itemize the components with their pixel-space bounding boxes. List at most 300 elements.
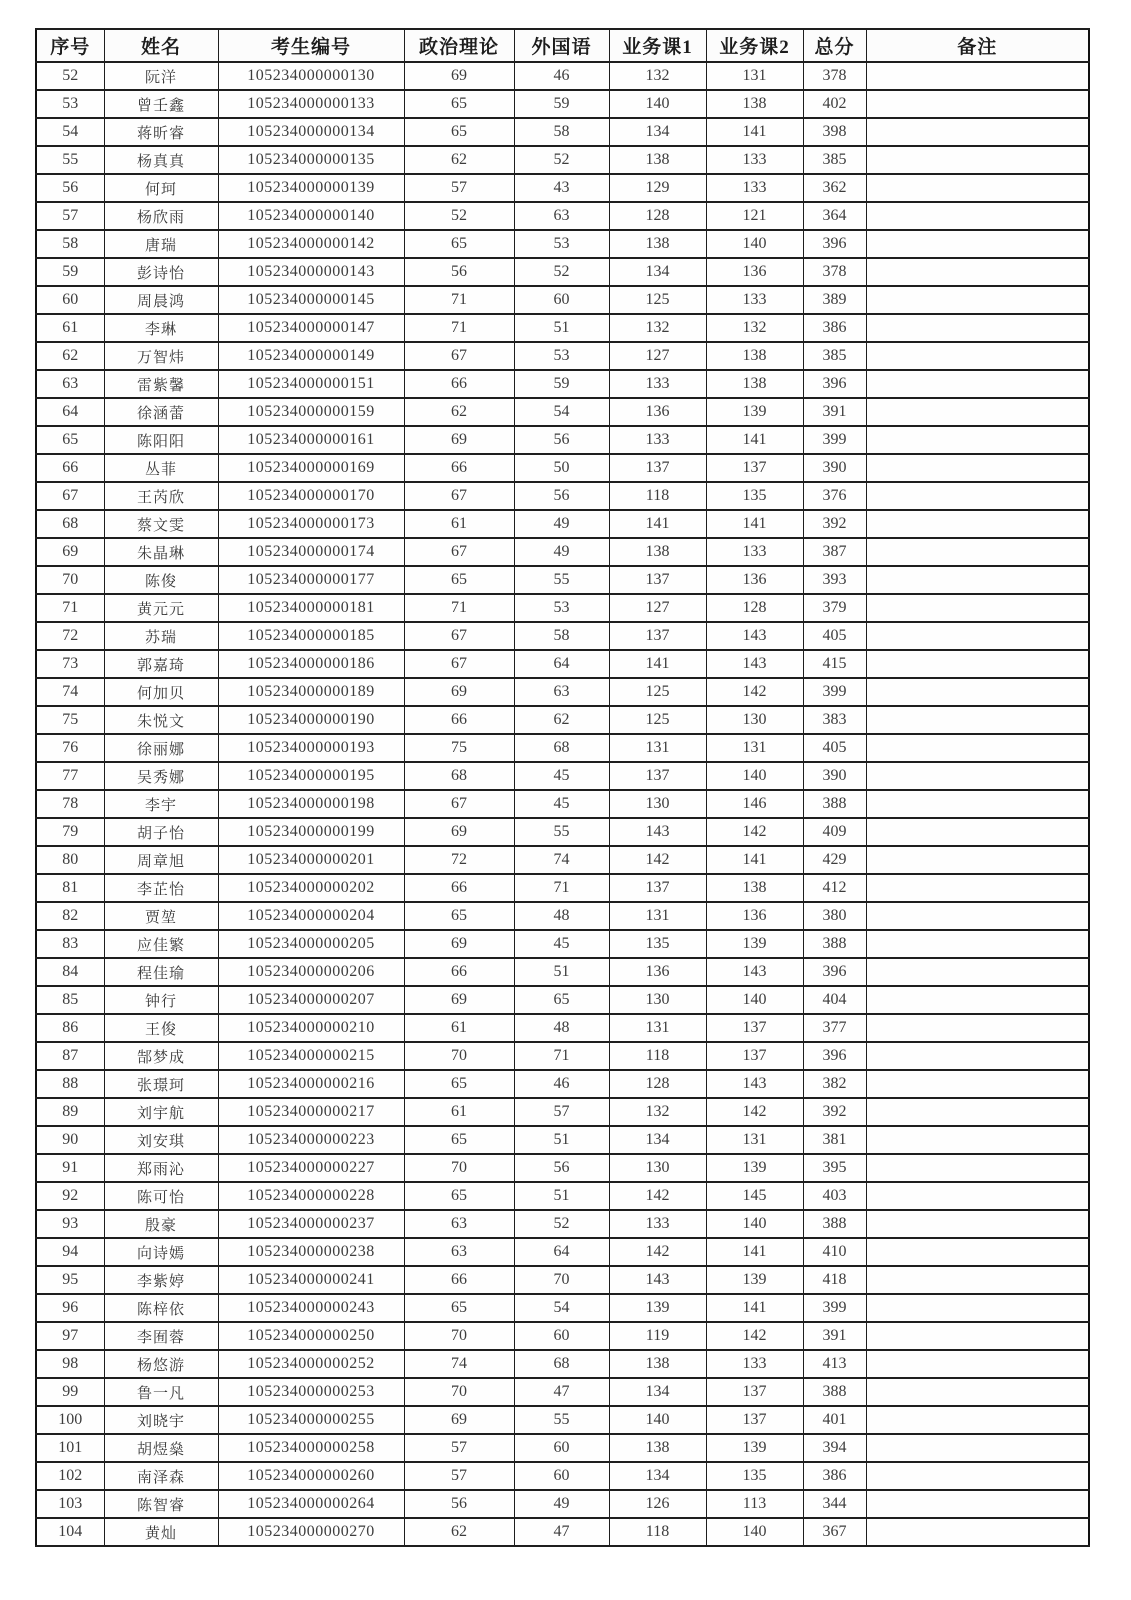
cell-course1: 129 <box>609 174 706 202</box>
cell-foreign-language: 43 <box>514 174 609 202</box>
cell-course2: 140 <box>706 762 803 790</box>
cell-remarks <box>866 1238 1089 1266</box>
table-row <box>36 454 1089 482</box>
table-row <box>36 1042 1089 1070</box>
table-row <box>36 706 1089 734</box>
cell-course1: 135 <box>609 930 706 958</box>
cell-course2: 131 <box>706 734 803 762</box>
cell-course1: 127 <box>609 594 706 622</box>
cell-name: 黄灿 <box>104 1518 218 1546</box>
cell-seq: 67 <box>36 482 104 510</box>
cell-foreign-language: 52 <box>514 1210 609 1238</box>
cell-candidate-id: 105234000000227 <box>218 1154 404 1182</box>
cell-course1: 140 <box>609 1406 706 1434</box>
table-row <box>36 1350 1089 1378</box>
cell-seq: 77 <box>36 762 104 790</box>
column-header-course1: 业务课1 <box>609 29 706 62</box>
cell-remarks <box>866 118 1089 146</box>
cell-course1: 141 <box>609 510 706 538</box>
cell-name: 杨真真 <box>104 146 218 174</box>
cell-seq: 63 <box>36 370 104 398</box>
cell-course1: 125 <box>609 286 706 314</box>
cell-foreign-language: 50 <box>514 454 609 482</box>
table-row <box>36 342 1089 370</box>
cell-name: 陈智睿 <box>104 1490 218 1518</box>
cell-name: 朱晶琳 <box>104 538 218 566</box>
cell-seq: 76 <box>36 734 104 762</box>
column-header-foreign-language: 外国语 <box>514 29 609 62</box>
cell-remarks <box>866 734 1089 762</box>
cell-seq: 73 <box>36 650 104 678</box>
cell-remarks <box>866 538 1089 566</box>
cell-total: 388 <box>803 790 866 818</box>
cell-foreign-language: 63 <box>514 678 609 706</box>
header-row <box>36 29 1089 62</box>
cell-course1: 138 <box>609 1434 706 1462</box>
cell-name: 李芷怡 <box>104 874 218 902</box>
cell-politics: 69 <box>404 818 514 846</box>
cell-course1: 138 <box>609 146 706 174</box>
cell-course2: 133 <box>706 146 803 174</box>
cell-seq: 71 <box>36 594 104 622</box>
table-row <box>36 62 1089 90</box>
table-row <box>36 818 1089 846</box>
cell-foreign-language: 60 <box>514 1434 609 1462</box>
cell-politics: 65 <box>404 1070 514 1098</box>
cell-name: 徐丽娜 <box>104 734 218 762</box>
cell-course1: 132 <box>609 62 706 90</box>
cell-foreign-language: 62 <box>514 706 609 734</box>
cell-candidate-id: 105234000000177 <box>218 566 404 594</box>
cell-total: 388 <box>803 930 866 958</box>
cell-remarks <box>866 902 1089 930</box>
cell-course2: 137 <box>706 454 803 482</box>
cell-course1: 132 <box>609 1098 706 1126</box>
cell-politics: 65 <box>404 1294 514 1322</box>
table-row <box>36 510 1089 538</box>
cell-total: 392 <box>803 1098 866 1126</box>
cell-candidate-id: 105234000000134 <box>218 118 404 146</box>
table-row <box>36 118 1089 146</box>
cell-course2: 139 <box>706 398 803 426</box>
cell-foreign-language: 47 <box>514 1518 609 1546</box>
table-row <box>36 286 1089 314</box>
table-row <box>36 202 1089 230</box>
cell-candidate-id: 105234000000145 <box>218 286 404 314</box>
cell-foreign-language: 53 <box>514 342 609 370</box>
cell-total: 405 <box>803 734 866 762</box>
cell-remarks <box>866 454 1089 482</box>
cell-total: 392 <box>803 510 866 538</box>
cell-remarks <box>866 1406 1089 1434</box>
table-row <box>36 174 1089 202</box>
cell-course2: 143 <box>706 958 803 986</box>
cell-name: 陈可怡 <box>104 1182 218 1210</box>
cell-politics: 66 <box>404 706 514 734</box>
cell-total: 385 <box>803 146 866 174</box>
cell-foreign-language: 55 <box>514 1406 609 1434</box>
cell-candidate-id: 105234000000201 <box>218 846 404 874</box>
table-row <box>36 146 1089 174</box>
cell-foreign-language: 54 <box>514 1294 609 1322</box>
cell-candidate-id: 105234000000228 <box>218 1182 404 1210</box>
cell-course2: 130 <box>706 706 803 734</box>
cell-politics: 56 <box>404 258 514 286</box>
cell-remarks <box>866 1154 1089 1182</box>
cell-name: 蒋昕睿 <box>104 118 218 146</box>
cell-politics: 69 <box>404 426 514 454</box>
cell-seq: 79 <box>36 818 104 846</box>
cell-total: 367 <box>803 1518 866 1546</box>
cell-course1: 137 <box>609 454 706 482</box>
cell-foreign-language: 59 <box>514 370 609 398</box>
cell-course1: 140 <box>609 90 706 118</box>
table-row <box>36 230 1089 258</box>
cell-course2: 141 <box>706 510 803 538</box>
cell-remarks <box>866 90 1089 118</box>
cell-remarks <box>866 1294 1089 1322</box>
cell-total: 391 <box>803 1322 866 1350</box>
cell-seq: 69 <box>36 538 104 566</box>
table-row <box>36 986 1089 1014</box>
cell-seq: 89 <box>36 1098 104 1126</box>
cell-name: 雷紫馨 <box>104 370 218 398</box>
cell-politics: 71 <box>404 314 514 342</box>
cell-remarks <box>866 930 1089 958</box>
cell-politics: 65 <box>404 1126 514 1154</box>
table-row <box>36 790 1089 818</box>
cell-remarks <box>866 426 1089 454</box>
cell-candidate-id: 105234000000204 <box>218 902 404 930</box>
cell-remarks <box>866 174 1089 202</box>
cell-politics: 66 <box>404 1266 514 1294</box>
cell-course1: 131 <box>609 734 706 762</box>
cell-course1: 137 <box>609 566 706 594</box>
cell-total: 404 <box>803 986 866 1014</box>
cell-course2: 141 <box>706 1294 803 1322</box>
cell-name: 蔡文雯 <box>104 510 218 538</box>
cell-foreign-language: 70 <box>514 1266 609 1294</box>
cell-politics: 63 <box>404 1210 514 1238</box>
cell-seq: 58 <box>36 230 104 258</box>
cell-course1: 128 <box>609 202 706 230</box>
cell-seq: 65 <box>36 426 104 454</box>
cell-course1: 127 <box>609 342 706 370</box>
cell-candidate-id: 105234000000130 <box>218 62 404 90</box>
cell-total: 389 <box>803 286 866 314</box>
cell-course2: 142 <box>706 818 803 846</box>
cell-course1: 142 <box>609 1238 706 1266</box>
cell-course1: 143 <box>609 818 706 846</box>
cell-total: 393 <box>803 566 866 594</box>
cell-course1: 133 <box>609 426 706 454</box>
cell-total: 391 <box>803 398 866 426</box>
cell-course1: 119 <box>609 1322 706 1350</box>
table-row <box>36 1238 1089 1266</box>
cell-politics: 65 <box>404 1182 514 1210</box>
table-row <box>36 734 1089 762</box>
cell-remarks <box>866 202 1089 230</box>
cell-seq: 94 <box>36 1238 104 1266</box>
cell-politics: 65 <box>404 230 514 258</box>
table-row <box>36 1490 1089 1518</box>
cell-remarks <box>866 62 1089 90</box>
cell-candidate-id: 105234000000169 <box>218 454 404 482</box>
cell-course1: 134 <box>609 1126 706 1154</box>
cell-total: 364 <box>803 202 866 230</box>
cell-course1: 130 <box>609 1154 706 1182</box>
cell-course1: 133 <box>609 1210 706 1238</box>
cell-foreign-language: 58 <box>514 118 609 146</box>
cell-total: 379 <box>803 594 866 622</box>
cell-candidate-id: 105234000000250 <box>218 1322 404 1350</box>
table-row <box>36 1182 1089 1210</box>
cell-name: 王俊 <box>104 1014 218 1042</box>
cell-seq: 99 <box>36 1378 104 1406</box>
cell-total: 405 <box>803 622 866 650</box>
cell-candidate-id: 105234000000206 <box>218 958 404 986</box>
cell-total: 396 <box>803 1042 866 1070</box>
cell-foreign-language: 56 <box>514 1154 609 1182</box>
cell-remarks <box>866 1126 1089 1154</box>
cell-candidate-id: 105234000000223 <box>218 1126 404 1154</box>
cell-foreign-language: 46 <box>514 1070 609 1098</box>
cell-candidate-id: 105234000000216 <box>218 1070 404 1098</box>
cell-foreign-language: 47 <box>514 1378 609 1406</box>
cell-politics: 65 <box>404 90 514 118</box>
cell-politics: 65 <box>404 118 514 146</box>
cell-course1: 125 <box>609 706 706 734</box>
cell-course2: 139 <box>706 1266 803 1294</box>
cell-total: 399 <box>803 426 866 454</box>
cell-foreign-language: 55 <box>514 566 609 594</box>
cell-politics: 71 <box>404 286 514 314</box>
cell-course1: 134 <box>609 1462 706 1490</box>
cell-course1: 128 <box>609 1070 706 1098</box>
cell-seq: 81 <box>36 874 104 902</box>
cell-course1: 138 <box>609 230 706 258</box>
cell-foreign-language: 55 <box>514 818 609 846</box>
cell-total: 377 <box>803 1014 866 1042</box>
cell-remarks <box>866 762 1089 790</box>
cell-candidate-id: 105234000000207 <box>218 986 404 1014</box>
cell-course1: 125 <box>609 678 706 706</box>
cell-seq: 88 <box>36 1070 104 1098</box>
table-row <box>36 678 1089 706</box>
cell-seq: 53 <box>36 90 104 118</box>
cell-politics: 62 <box>404 146 514 174</box>
cell-total: 402 <box>803 90 866 118</box>
cell-foreign-language: 60 <box>514 1462 609 1490</box>
cell-candidate-id: 105234000000193 <box>218 734 404 762</box>
cell-candidate-id: 105234000000185 <box>218 622 404 650</box>
cell-course1: 131 <box>609 902 706 930</box>
cell-candidate-id: 105234000000186 <box>218 650 404 678</box>
cell-course2: 121 <box>706 202 803 230</box>
cell-seq: 70 <box>36 566 104 594</box>
cell-seq: 93 <box>36 1210 104 1238</box>
cell-remarks <box>866 874 1089 902</box>
cell-name: 郭嘉琦 <box>104 650 218 678</box>
cell-politics: 70 <box>404 1154 514 1182</box>
cell-total: 381 <box>803 1126 866 1154</box>
cell-course2: 143 <box>706 622 803 650</box>
cell-course2: 141 <box>706 118 803 146</box>
cell-remarks <box>866 1434 1089 1462</box>
cell-name: 周章旭 <box>104 846 218 874</box>
cell-remarks <box>866 1070 1089 1098</box>
cell-candidate-id: 105234000000170 <box>218 482 404 510</box>
cell-name: 郑雨沁 <box>104 1154 218 1182</box>
cell-remarks <box>866 314 1089 342</box>
cell-name: 贾堃 <box>104 902 218 930</box>
cell-politics: 67 <box>404 342 514 370</box>
cell-course2: 136 <box>706 902 803 930</box>
cell-seq: 80 <box>36 846 104 874</box>
cell-course2: 138 <box>706 874 803 902</box>
cell-foreign-language: 64 <box>514 1238 609 1266</box>
table-row <box>36 566 1089 594</box>
cell-total: 388 <box>803 1378 866 1406</box>
cell-total: 418 <box>803 1266 866 1294</box>
cell-course1: 118 <box>609 1042 706 1070</box>
cell-foreign-language: 53 <box>514 230 609 258</box>
cell-course2: 137 <box>706 1406 803 1434</box>
table-row <box>36 314 1089 342</box>
cell-candidate-id: 105234000000199 <box>218 818 404 846</box>
cell-politics: 70 <box>404 1378 514 1406</box>
cell-foreign-language: 49 <box>514 1490 609 1518</box>
cell-politics: 66 <box>404 874 514 902</box>
cell-remarks <box>866 286 1089 314</box>
cell-foreign-language: 45 <box>514 930 609 958</box>
cell-course2: 142 <box>706 678 803 706</box>
table-row <box>36 1434 1089 1462</box>
cell-total: 429 <box>803 846 866 874</box>
cell-total: 362 <box>803 174 866 202</box>
cell-name: 郜梦成 <box>104 1042 218 1070</box>
cell-name: 李紫婷 <box>104 1266 218 1294</box>
cell-candidate-id: 105234000000210 <box>218 1014 404 1042</box>
cell-politics: 57 <box>404 1434 514 1462</box>
cell-course1: 137 <box>609 762 706 790</box>
cell-seq: 102 <box>36 1462 104 1490</box>
cell-total: 399 <box>803 678 866 706</box>
cell-course1: 132 <box>609 314 706 342</box>
cell-remarks <box>866 622 1089 650</box>
cell-candidate-id: 105234000000140 <box>218 202 404 230</box>
cell-foreign-language: 49 <box>514 538 609 566</box>
table-body <box>36 62 1089 1546</box>
cell-politics: 66 <box>404 958 514 986</box>
cell-foreign-language: 59 <box>514 90 609 118</box>
table-row <box>36 1518 1089 1546</box>
cell-politics: 74 <box>404 1350 514 1378</box>
cell-name: 殷豪 <box>104 1210 218 1238</box>
cell-politics: 67 <box>404 482 514 510</box>
cell-seq: 104 <box>36 1518 104 1546</box>
cell-course2: 142 <box>706 1098 803 1126</box>
cell-foreign-language: 51 <box>514 314 609 342</box>
cell-name: 王芮欣 <box>104 482 218 510</box>
cell-course2: 137 <box>706 1014 803 1042</box>
cell-course1: 134 <box>609 118 706 146</box>
cell-foreign-language: 57 <box>514 1098 609 1126</box>
cell-name: 阮洋 <box>104 62 218 90</box>
column-header-total: 总分 <box>803 29 866 62</box>
cell-name: 胡煜燊 <box>104 1434 218 1462</box>
cell-foreign-language: 74 <box>514 846 609 874</box>
cell-candidate-id: 105234000000255 <box>218 1406 404 1434</box>
cell-seq: 66 <box>36 454 104 482</box>
cell-name: 万智炜 <box>104 342 218 370</box>
cell-course2: 131 <box>706 1126 803 1154</box>
cell-foreign-language: 51 <box>514 958 609 986</box>
cell-seq: 60 <box>36 286 104 314</box>
cell-remarks <box>866 678 1089 706</box>
cell-candidate-id: 105234000000195 <box>218 762 404 790</box>
cell-remarks <box>866 1182 1089 1210</box>
cell-foreign-language: 51 <box>514 1126 609 1154</box>
cell-remarks <box>866 398 1089 426</box>
cell-candidate-id: 105234000000264 <box>218 1490 404 1518</box>
cell-course1: 130 <box>609 790 706 818</box>
cell-total: 396 <box>803 370 866 398</box>
cell-politics: 75 <box>404 734 514 762</box>
cell-seq: 103 <box>36 1490 104 1518</box>
cell-total: 390 <box>803 762 866 790</box>
cell-politics: 61 <box>404 1014 514 1042</box>
cell-course1: 133 <box>609 370 706 398</box>
cell-seq: 83 <box>36 930 104 958</box>
table-row <box>36 1098 1089 1126</box>
cell-name: 刘宇航 <box>104 1098 218 1126</box>
cell-seq: 59 <box>36 258 104 286</box>
cell-total: 385 <box>803 342 866 370</box>
cell-seq: 84 <box>36 958 104 986</box>
cell-politics: 67 <box>404 790 514 818</box>
cell-politics: 69 <box>404 62 514 90</box>
cell-candidate-id: 105234000000215 <box>218 1042 404 1070</box>
cell-remarks <box>866 790 1089 818</box>
table-header <box>36 29 1089 62</box>
cell-course2: 128 <box>706 594 803 622</box>
column-header-candidate-id: 考生编号 <box>218 29 404 62</box>
cell-foreign-language: 52 <box>514 258 609 286</box>
cell-name: 陈阳阳 <box>104 426 218 454</box>
cell-total: 383 <box>803 706 866 734</box>
table-row <box>36 650 1089 678</box>
cell-course2: 136 <box>706 566 803 594</box>
cell-course1: 142 <box>609 846 706 874</box>
cell-seq: 91 <box>36 1154 104 1182</box>
table-row <box>36 1406 1089 1434</box>
cell-course2: 133 <box>706 1350 803 1378</box>
cell-name: 应佳繁 <box>104 930 218 958</box>
cell-name: 曾壬鑫 <box>104 90 218 118</box>
cell-remarks <box>866 650 1089 678</box>
cell-total: 380 <box>803 902 866 930</box>
cell-course1: 142 <box>609 1182 706 1210</box>
cell-candidate-id: 105234000000190 <box>218 706 404 734</box>
cell-seq: 86 <box>36 1014 104 1042</box>
cell-candidate-id: 105234000000253 <box>218 1378 404 1406</box>
cell-course2: 141 <box>706 426 803 454</box>
cell-course2: 138 <box>706 90 803 118</box>
cell-politics: 69 <box>404 1406 514 1434</box>
cell-total: 378 <box>803 258 866 286</box>
cell-candidate-id: 105234000000243 <box>218 1294 404 1322</box>
